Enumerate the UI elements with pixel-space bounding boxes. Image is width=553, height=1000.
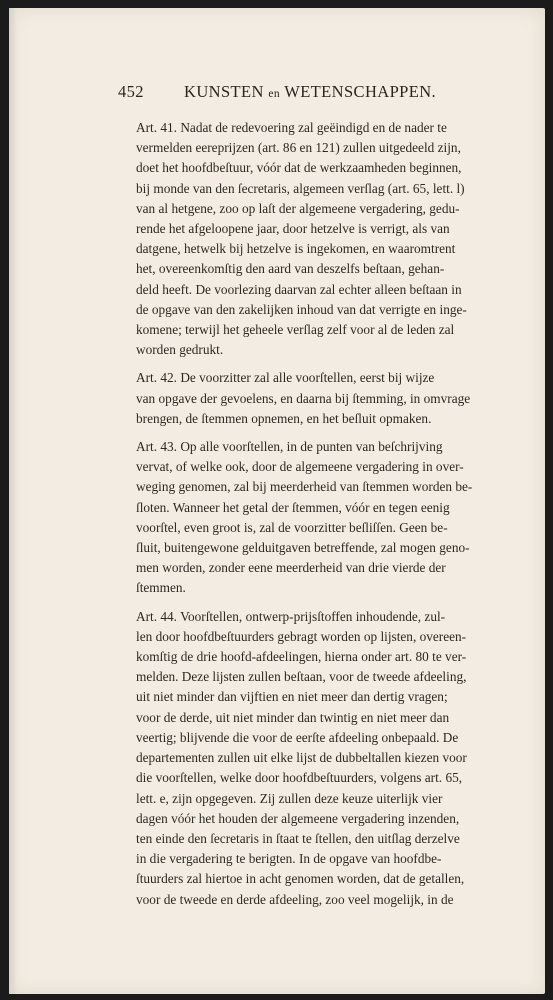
text-line: bij monde van den ſecretaris, algemeen verſlag (art. 65, lett. l)	[136, 180, 465, 196]
text-line: voor de tweede en derde afdeeling, zoo veel mogelijk, in de	[136, 891, 454, 907]
running-head	[184, 82, 436, 102]
text-line: ten einde den ſecretaris in ſtaat te ſtellen, den uitſlag derzelve	[136, 830, 460, 846]
text-line: ſtuurders zal hiertoe in acht genomen worden, dat de getallen,	[136, 871, 465, 887]
text-line: departementen zullen uit elke lijst de dubbeltallen kiezen voor	[136, 750, 467, 766]
text-line: deld heeft. De voorlezing daarvan zal echter alleen beſtaan in	[136, 281, 462, 297]
article-44	[118, 607, 530, 910]
page-gutter	[9, 8, 17, 994]
text-line: komſtig de drie hoofd-afdeelingen, hierna onder art. 80 te ver-	[136, 649, 467, 665]
body-text	[118, 118, 530, 918]
article-42	[118, 368, 530, 429]
text-line: komene; terwijl het geheele verſlag zelf voor al de leden zal	[136, 322, 455, 338]
text-line: datgene, hetwelk bij hetzelve is ingekomen, en waaromtrent	[136, 241, 456, 257]
text-line: vervat, of welke ook, door de algemeene vergadering in over-	[136, 459, 464, 475]
text-line: Art. 42. De voorzitter zal alle voorſtellen, eerst bij wijze	[136, 370, 435, 386]
text-line: in die vergadering te berigten. In de opgave van hoofdbe-	[136, 851, 442, 867]
text-line: van al hetgene, zoo op laſt der algemeene vergadering, gedu-	[136, 200, 460, 216]
text-line: Art. 41. Nadat de redevoering zal geëindigd en de nader te	[136, 120, 447, 135]
text-line: Art. 43. Op alle voorſtellen, in de punten van beſchrijving	[136, 439, 443, 455]
text-line: Art. 44. Voorſtellen, ontwerp-prijsſtoffen inhoudende, zul-	[136, 608, 446, 624]
running-head-last: WETENSCHAPPEN.	[284, 82, 437, 101]
text-line: weging genomen, zal bij meerderheid van ſtemmen worden be-	[136, 479, 473, 495]
running-head-conjunction: en	[268, 88, 280, 100]
text-line: len door hoofdbeſtuurders gebragt worden op lijsten, overeen-	[136, 628, 467, 644]
text-line: van opgave der gevoelens, en daarna bij ſtemming, in omvrage	[136, 390, 471, 406]
text-line: voor de derde, uit niet minder dan twintig en niet meer dan	[136, 709, 450, 725]
text-line: het, overeenkomſtig den aard van deszelfs beſtaan, gehan-	[136, 261, 445, 277]
text-line: de opgave van den zakelijken inhoud van dat verrigte en inge-	[136, 301, 467, 317]
text-line: melden. Deze lijsten zullen beſtaan, voor de tweede afdeeling,	[136, 669, 467, 685]
text-line: vermelden eereprijzen (art. 86 en 121) zullen uitgedeeld zijn,	[136, 140, 461, 156]
running-head-first: KUNSTEN	[184, 82, 264, 101]
text-line: rende het afgeloopene jaar, door hetzelve is verrigt, als van	[136, 221, 450, 237]
text-line: men worden, zonder eene meerderheid van drie vierde der	[136, 560, 446, 576]
text-line: brengen, de ſtemmen opnemen, en het beſluit opmaken.	[136, 410, 432, 426]
text-line: die voorſtellen, welke door hoofdbeſtuurders, volgens art. 65,	[136, 770, 463, 786]
text-line: lett. e, zijn opgegeven. Zij zullen deze keuze uiterlijk vier	[136, 790, 443, 806]
text-line: worden gedrukt.	[136, 342, 224, 358]
text-line: ſloten. Wanneer het getal der ſtemmen, vóór en tegen eenig	[136, 499, 450, 515]
article-41	[118, 118, 530, 360]
page-number: 452	[118, 82, 144, 101]
text-line: ſtemmen.	[136, 580, 186, 596]
text-line: ſluit, buitengewone gelduitgaven betreffende, zal mogen geno-	[136, 540, 470, 556]
text-line: veertig; blijvende die voor de eerſte afdeeling onbepaald. De	[136, 729, 459, 745]
text-line: dagen vóór het houden der algemeene vergadering inzenden,	[136, 810, 460, 826]
text-line: voorſtel, even groot is, zal de voorzitter beſliſſen. Geen be-	[136, 519, 448, 535]
article-43	[118, 437, 530, 599]
text-line: doet het hoofdbeſtuur, vóór dat de werkzaamheden beginnen,	[136, 160, 462, 176]
text-line: uit niet minder dan vijftien en niet meer dan dertig vragen;	[136, 689, 448, 705]
